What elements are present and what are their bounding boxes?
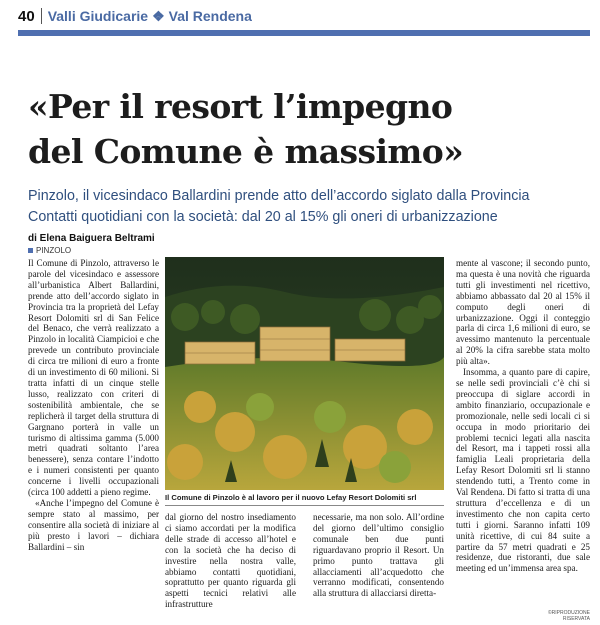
article-column-1 <box>28 258 159 610</box>
column-4-paragraph-2: Insomma, a quanto pare di capire, se nelle sedi provinciali c’è chi si preoccupa di siglare accordi in ambito finanziario, occupazionale e promozionale, nelle sedi locali ci si occupa in modo prioritario dei problemi tecnici legati alla nascita del Resort, ma i tappeti rossi alla famiglia Leali proprietaria della Lefay Resort Dolomiti srl li stanno stendendo tutti, a Trento come in Val Rendena. Di fatto si tratta di una struttura d’eccellenza e di un investimento che non capita certo tutti i giorni. Saranno infatti 109 unità ricettive, di cui 84 suite a partire da 57 metri quadrati e 25 residenze, due ristoranti, due sale meeting ed un’immensa area spa. <box>456 367 590 574</box>
reproduction-notice: ©RIPRODUZIONE RISERVATA <box>547 610 590 622</box>
article-column-2 <box>165 512 296 612</box>
byline: di Elena Baiguera Beltrami <box>28 233 155 244</box>
page-number: 40 <box>18 7 35 25</box>
dateline-location: PINZOLO <box>36 246 72 255</box>
separator-icon: ❖ <box>152 7 165 24</box>
subheadline-line-1: Pinzolo, il vicesindaco Ballardini prende atto dell’accordo siglato dalla Provincia <box>28 188 530 204</box>
photo-caption: Il Comune di Pinzolo è al lavoro per il nuovo Lefay Resort Dolomiti srl <box>165 493 417 502</box>
headline-line-2: del Comune è massimo» <box>28 132 464 171</box>
section-left: Valli Giudicarie <box>47 8 149 24</box>
subheadline <box>28 186 588 228</box>
column-3-paragraph: necessarie, ma non solo. All’ordine del giorno dell’ultimo consiglio comunale ben due punti riguardavano proprio il Resort. Un primo punto trattava gli allacciamenti all’acquedotto che verranno modificati, consentendo alla struttura di allacciarsi diretta- <box>313 512 444 599</box>
page-header <box>18 4 590 28</box>
column-1-paragraph-1: Il Comune di Pinzolo, attraverso le parole del vicesindaco e assessore all’urbanistica Albert Ballardini, prende atto dell’accordo siglato in Provincia tra la proprietà del Lefay Resort Dolomiti srl di San Felice del Benaco, che verrà realizzato a Pinzolo in località Ciampicioi e che prevede un contributo provinciale di circa tre milioni di euro a fronte di un investimento di 60 milioni. Si tratta infatti di un cinque stelle lusso, realizzato con criteri di sostenibilità ambientale, che se replicherà il target della struttura di Gargnano porterà in valle un turismo di altissima gamma (5.000 metri quadrati soltanto l’area benessere), senza contare l’indotto e i numeri consistenti per quanto concerne i livelli occupazionali (circa 100 addetti a pieno regime. <box>28 258 159 498</box>
column-2-paragraph: dal giorno del nostro insediamento ci siamo accordati per la modifica delle strade di accesso all’hotel e con la società che ha deciso di investire nella nostra valle, abbiamo contatti quotidiani, soprattutto per quanto riguarda gli aspetti tecnici relativi alle infrastrutture <box>165 512 296 610</box>
subheadline-line-2: Contatti quotidiani con la società: dal 20 al 15% gli oneri di urbanizzazione <box>28 209 498 225</box>
resort-photo <box>165 257 444 490</box>
caption-rule <box>165 505 444 506</box>
header-bar <box>18 30 590 36</box>
column-1-paragraph-2: «Anche l’impegno del Comune è sempre stato al massimo, per consentire alla società di iniziare al più presto i lavori – dichiara Ballardini – sin <box>28 497 159 552</box>
dateline-square-icon <box>28 248 33 253</box>
headline <box>28 84 588 174</box>
resort-photo-illustration <box>165 257 444 490</box>
article-column-4 <box>456 258 590 608</box>
headline-line-1: «Per il resort l’impegno <box>28 87 453 126</box>
header-divider <box>41 8 42 24</box>
article-column-3 <box>313 512 444 612</box>
dateline <box>28 246 160 255</box>
section-right: Val Rendena <box>168 8 252 24</box>
column-4-paragraph-1: mente al vascone; il secondo punto, ma questa è una novità che riguarda tutti gli investimenti nel ricettivo, abbiamo abbassato dal 20 al 15% il computo degli oneri di urbanizzazione. Oggi il conteggio parla di circa 1,6 milioni di euro, se avessimo mantenuto la percentuale al 20% la cifra sarebbe stata molto più alta». <box>456 258 590 367</box>
